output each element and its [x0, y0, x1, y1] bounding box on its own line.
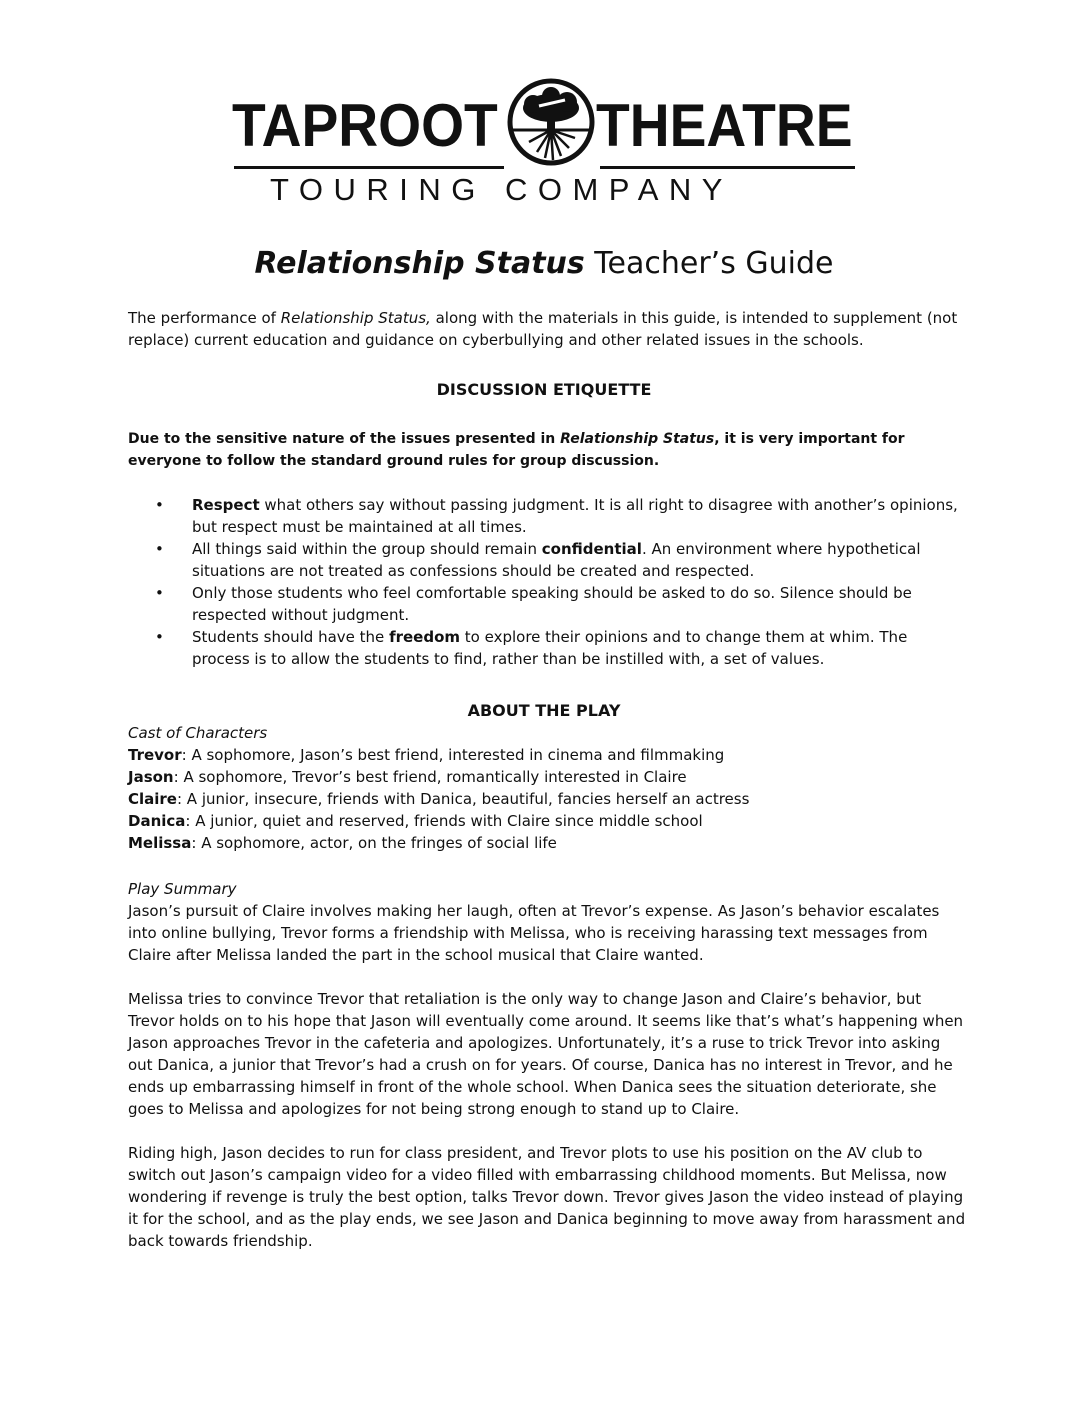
bullet-icon: • — [155, 540, 164, 558]
etiquette-intro-before: Due to the sensitive nature of the issues presented in — [128, 431, 561, 447]
etiquette-intro-emphasis: Relationship Status — [560, 431, 715, 447]
list-item — [155, 582, 965, 626]
page-title — [0, 246, 1088, 282]
intro-emphasis: Relationship Status, — [280, 309, 431, 327]
rule-text: All things said within the group should remain — [192, 540, 542, 558]
cast-row — [128, 766, 968, 788]
intro-paragraph — [128, 307, 968, 351]
character-name: Claire — [128, 790, 177, 808]
logo-rule-right — [600, 166, 855, 169]
summary-label: Play Summary — [128, 880, 237, 898]
title-rest: Teacher’s Guide — [584, 246, 834, 281]
intro-after: along with the materials in this guide, is intended to supplement (not replace) current education and guidance on cyberbullying and other related issues in the schools. — [128, 309, 958, 349]
bullet-icon: • — [155, 584, 164, 602]
rule-text: Only those students who feel comfortable speaking should be asked to do so. Silence should be respected without judgment. — [192, 584, 912, 624]
rule-keyword: confidential — [541, 540, 642, 558]
taproot-theatre-logo — [232, 78, 857, 207]
character-desc: : A junior, insecure, friends with Danica, beautiful, fancies herself an actress — [176, 790, 750, 808]
logo-subtitle: TOURING COMPANY — [270, 172, 733, 207]
intro-before: The performance of — [128, 309, 281, 327]
bullet-icon: • — [155, 628, 164, 646]
cast-row — [128, 744, 968, 766]
rule-text: . An environment where hypothetical situations are not treated as confessions should be created and respected. — [192, 540, 921, 580]
character-desc: : A sophomore, actor, on the fringes of social life — [191, 834, 557, 852]
title-emphasis: Relationship Status — [254, 246, 585, 281]
cast-row — [128, 832, 968, 854]
logo-word-left: TAPROOT — [232, 92, 498, 159]
rule-text: Students should have the — [192, 628, 390, 646]
character-desc: : A sophomore, Jason’s best friend, interested in cinema and filmmaking — [181, 746, 725, 764]
logo-word-right: THEATRE — [596, 92, 853, 159]
logo-rule-left — [234, 166, 504, 169]
cast-label: Cast of Characters — [128, 724, 268, 742]
summary-section — [128, 878, 968, 1274]
etiquette-intro-after: , it is very important for everyone to follow the standard ground rules for group discussion. — [128, 431, 905, 469]
rule-keyword: freedom — [389, 628, 461, 646]
summary-paragraph: Jason’s pursuit of Claire involves making her laugh, often at Trevor’s expense. As Jason’s behavior escalates into online bullying, Trevor forms a friendship with Melissa, who is receiving harassing text messages from Claire after Melissa landed the part in the school musical that Claire wanted. — [128, 902, 940, 964]
about-heading: ABOUT THE PLAY — [467, 701, 621, 720]
cast-row — [128, 788, 968, 810]
list-item — [155, 626, 965, 670]
bullet-icon: • — [155, 496, 164, 514]
list-item — [155, 494, 965, 538]
etiquette-heading: DISCUSSION ETIQUETTE — [436, 380, 652, 399]
character-name: Trevor — [128, 746, 182, 764]
list-item — [155, 538, 965, 582]
rule-keyword: Respect — [192, 496, 260, 514]
character-name: Danica — [128, 812, 186, 830]
etiquette-intro — [128, 428, 968, 472]
character-desc: : A junior, quiet and reserved, friends with Claire since middle school — [185, 812, 703, 830]
summary-paragraph: Riding high, Jason decides to run for class president, and Trevor plots to use his position on the AV club to switch out Jason’s campaign video for a video filled with embarrassing childhood moments. But Melissa, now wondering if revenge is truly the best option, talks Trevor down. Trevor gives Jason the video instead of playing it for the school, and as the play ends, we see Jason and Danica beginning to move away from harassment and back towards friendship. — [128, 1144, 966, 1250]
character-name: Melissa — [128, 834, 192, 852]
ground-rules-list — [155, 494, 965, 670]
tree-roots-icon — [507, 78, 595, 170]
rule-text: what others say without passing judgment. It is all right to disagree with another’s opinions, but respect must be maintained at all times. — [192, 496, 958, 536]
cast-section — [128, 722, 968, 854]
rule-text: to explore their opinions and to change them at whim. The process is to allow the students to find, rather than be instilled with, a set of values. — [192, 628, 908, 668]
summary-paragraph: Melissa tries to convince Trevor that retaliation is the only way to change Jason and Claire’s behavior, but Trevor holds on to his hope that Jason will eventually come around. It seems like that’s what’s happening when Jason approaches Trevor in the cafeteria and apologizes. Unfortunately, it’s a ruse to trick Trevor into asking out Danica, a junior that Trevor’s had a crush on for years. Of course, Danica has no interest in Trevor, and he ends up embarrassing himself in front of the whole school. When Danica sees the situation deteriorate, she goes to Melissa and apologizes for not being strong enough to stand up to Claire. — [128, 990, 964, 1118]
cast-row — [128, 810, 968, 832]
character-desc: : A sophomore, Trevor’s best friend, romantically interested in Claire — [173, 768, 687, 786]
character-name: Jason — [128, 768, 174, 786]
